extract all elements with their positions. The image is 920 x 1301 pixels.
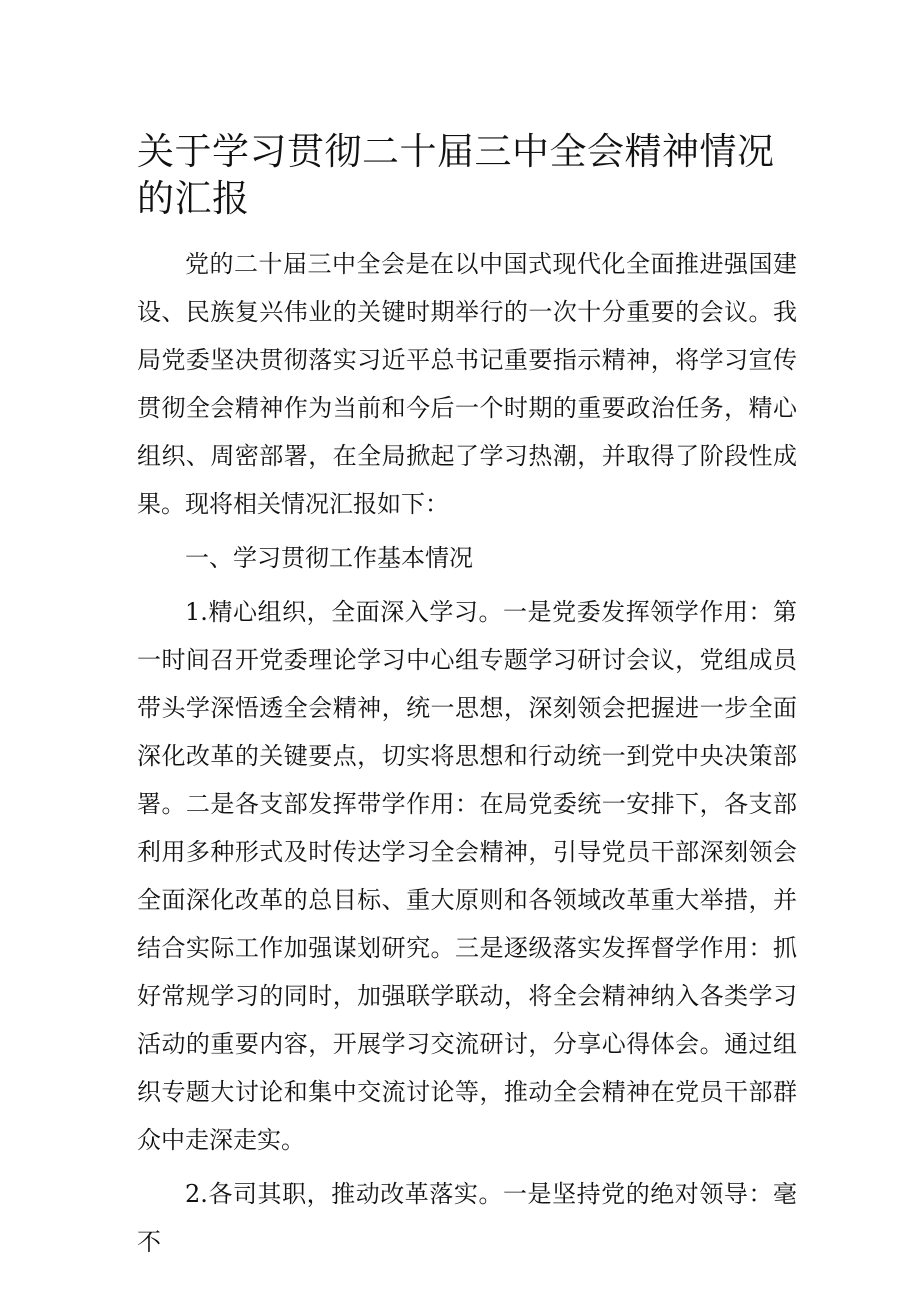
point-2-paragraph: 2.各司其职，推动改革落实。一是坚持党的绝对领导：毫不 — [137, 1180, 797, 1256]
document-body — [137, 240, 797, 1266]
intro-paragraph: 党的二十届三中全会是在以中国式现代化全面推进强国建设、民族复兴伟业的关键时期举行的一次十分重要的会议。我局党委坚决贯彻落实习近平总书记重要指示精神，将学习宣传贯彻全会精神作为当前和今后一个时期的重要政治任务，精心组织、周密部署，在全局掀起了学习热潮，并取得了阶段性成果。现将相关情况汇报如下： — [137, 250, 797, 518]
point-1-paragraph: 1.精心组织，全面深入学习。一是党委发挥领学作用：第一时间召开党委理论学习中心组专题学习研讨会议，党组成员带头学深悟透全会精神，统一思想，深刻领会把握进一步全面深化改革的关键要点，切实将思想和行动统一到党中央决策部署。二是各支部发挥带学作用：在局党委统一安排下，各支部利用多种形式及时传达学习全会精神，引导党员干部深刻领会全面深化改革的总目标、重大原则和各领域改革重大举措，并结合实际工作加强谋划研究。三是逐级落实发挥督学作用：抓好常规学习的同时，加强联学联动，将全会精神纳入各类学习活动的重要内容，开展学习交流研讨，分享心得体会。通过组织专题大讨论和集中交流讨论等，推动全会精神在党员干部群众中走深走实。 — [137, 598, 797, 1154]
document-title: 关于学习贯彻二十届三中全会精神情况的汇报 — [137, 130, 775, 220]
section-heading: 一、学习贯彻工作基本情况 — [185, 544, 473, 572]
